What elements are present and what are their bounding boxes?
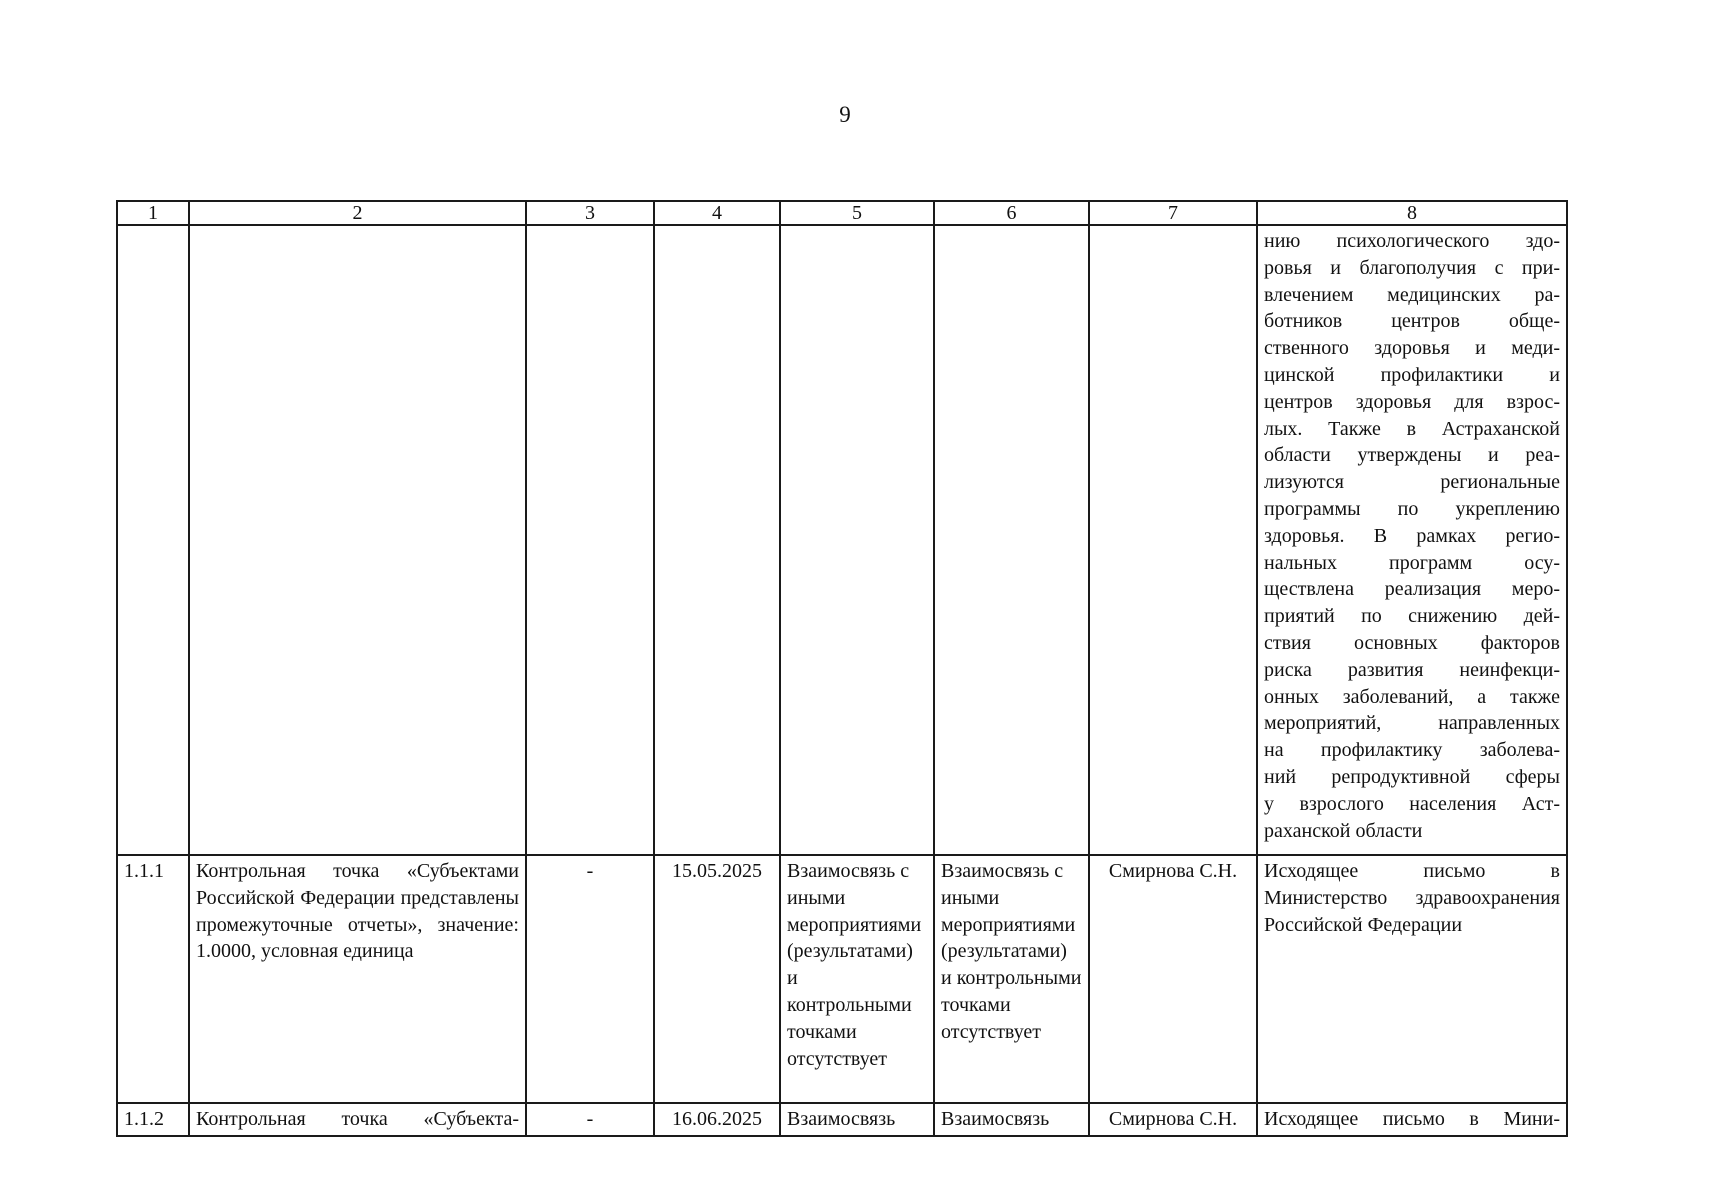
document-cell: Исходящее письмо в Мини- (1257, 1103, 1567, 1136)
result-description-cell (1257, 225, 1567, 855)
text-line: ственного здоровья и меди- (1264, 337, 1560, 360)
column-header: 5 (780, 201, 934, 225)
relation-cell: Взаимосвязь с иными мероприятиями (результатами) и контрольными точками отсутствует (934, 855, 1089, 1103)
text-line: лых. Также в Астраханской (1264, 417, 1560, 440)
relation-cell: Взаимосвязь (934, 1103, 1089, 1136)
column-header: 2 (189, 201, 526, 225)
text-line: у взрослого населения Аст- (1264, 792, 1560, 815)
text-line: ровья и благополучия с при- (1264, 256, 1560, 279)
text-line: лизуются региональные (1264, 471, 1560, 494)
empty-cell (934, 225, 1089, 855)
empty-cell (117, 225, 189, 855)
text-line: здоровья. В рамках регио- (1264, 524, 1560, 547)
control-point-name: Контрольная точка «Субъектами Российской Федерации представлены промежуточные отчеты», значение: 1.0000, условная единица (189, 855, 526, 1103)
cell-dash: - (526, 1103, 654, 1136)
relation-cell: Взаимосвязь с иными мероприятиями (результатами) и контрольными точками отсутствует (780, 855, 934, 1103)
text-line: ствия основных факторов (1264, 631, 1560, 654)
text-line: мероприятий, направленных (1264, 712, 1560, 735)
table-row-continuation (117, 225, 1567, 855)
column-header: 7 (1089, 201, 1257, 225)
text-line: онных заболеваний, а также (1264, 685, 1560, 708)
empty-cell (654, 225, 780, 855)
column-header: 1 (117, 201, 189, 225)
text-line: ботников центров обще- (1264, 310, 1560, 333)
relation-cell: Взаимосвязь (780, 1103, 934, 1136)
text-line: раханской области (1264, 819, 1423, 842)
empty-cell (780, 225, 934, 855)
column-header: 4 (654, 201, 780, 225)
responsible-cell: Смирнова С.Н. (1089, 855, 1257, 1103)
text-line: влечением медицинских ра- (1264, 283, 1560, 306)
cell-dash: - (526, 855, 654, 1103)
column-header: 6 (934, 201, 1089, 225)
text-line: области утверждены и реа- (1264, 444, 1560, 467)
document-cell: Исходящее письмо в Министерство здравоохранения Российской Федерации (1257, 855, 1567, 1103)
text-line: нальных программ осу- (1264, 551, 1560, 574)
text-line: нию психологического здо- (1264, 230, 1560, 252)
column-header: 3 (526, 201, 654, 225)
text-line: программы по укреплению (1264, 497, 1560, 520)
document-table (116, 200, 1568, 1137)
table-row (117, 855, 1567, 1103)
date-cell: 15.05.2025 (654, 855, 780, 1103)
text-line: ний репродуктивной сферы (1264, 765, 1560, 788)
text-line: центров здоровья для взрос- (1264, 390, 1560, 413)
text-line: риска развития неинфекци- (1264, 658, 1560, 681)
date-cell: 16.06.2025 (654, 1103, 780, 1136)
empty-cell (526, 225, 654, 855)
text-line: на профилактику заболева- (1264, 739, 1560, 762)
table-header-row (117, 201, 1567, 225)
text-line: приятий по снижению дей- (1264, 605, 1560, 628)
control-point-name: Контрольная точка «Субъекта- (189, 1103, 526, 1136)
page-number: 9 (839, 102, 851, 127)
text-line: цинской профилактики и (1264, 363, 1560, 386)
table-row (117, 1103, 1567, 1136)
column-header: 8 (1257, 201, 1567, 225)
empty-cell (1089, 225, 1257, 855)
row-number: 1.1.1 (117, 855, 189, 1103)
text-line: ществлена реализация меро- (1264, 578, 1560, 601)
empty-cell (189, 225, 526, 855)
row-number: 1.1.2 (117, 1103, 189, 1136)
responsible-cell: Смирнова С.Н. (1089, 1103, 1257, 1136)
